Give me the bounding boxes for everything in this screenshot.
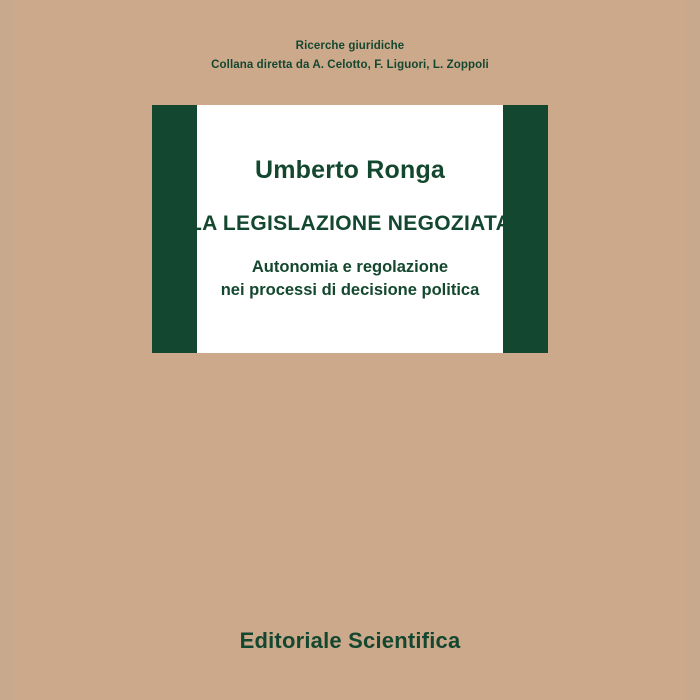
series-name: Ricerche giuridiche — [295, 40, 405, 52]
title-panel-content — [152, 105, 548, 353]
cover-right-edge — [686, 0, 700, 700]
book-subtitle — [221, 256, 480, 302]
publisher-name: Editoriale Scientifica — [239, 628, 461, 653]
book-title: LA LEGISLAZIONE NEGOZIATA — [188, 212, 512, 235]
book-subtitle-line-1: Autonomia e regolazione — [251, 258, 449, 276]
cover-left-edge — [0, 0, 14, 700]
book-subtitle-line-2: nei processi di decisione politica — [220, 281, 480, 299]
series-block — [0, 38, 700, 73]
series-editors: Collana diretta da A. Celotto, F. Liguori, L. Zoppoli — [211, 59, 489, 71]
author-name: Umberto Ronga — [254, 156, 446, 184]
title-panel — [152, 105, 548, 353]
